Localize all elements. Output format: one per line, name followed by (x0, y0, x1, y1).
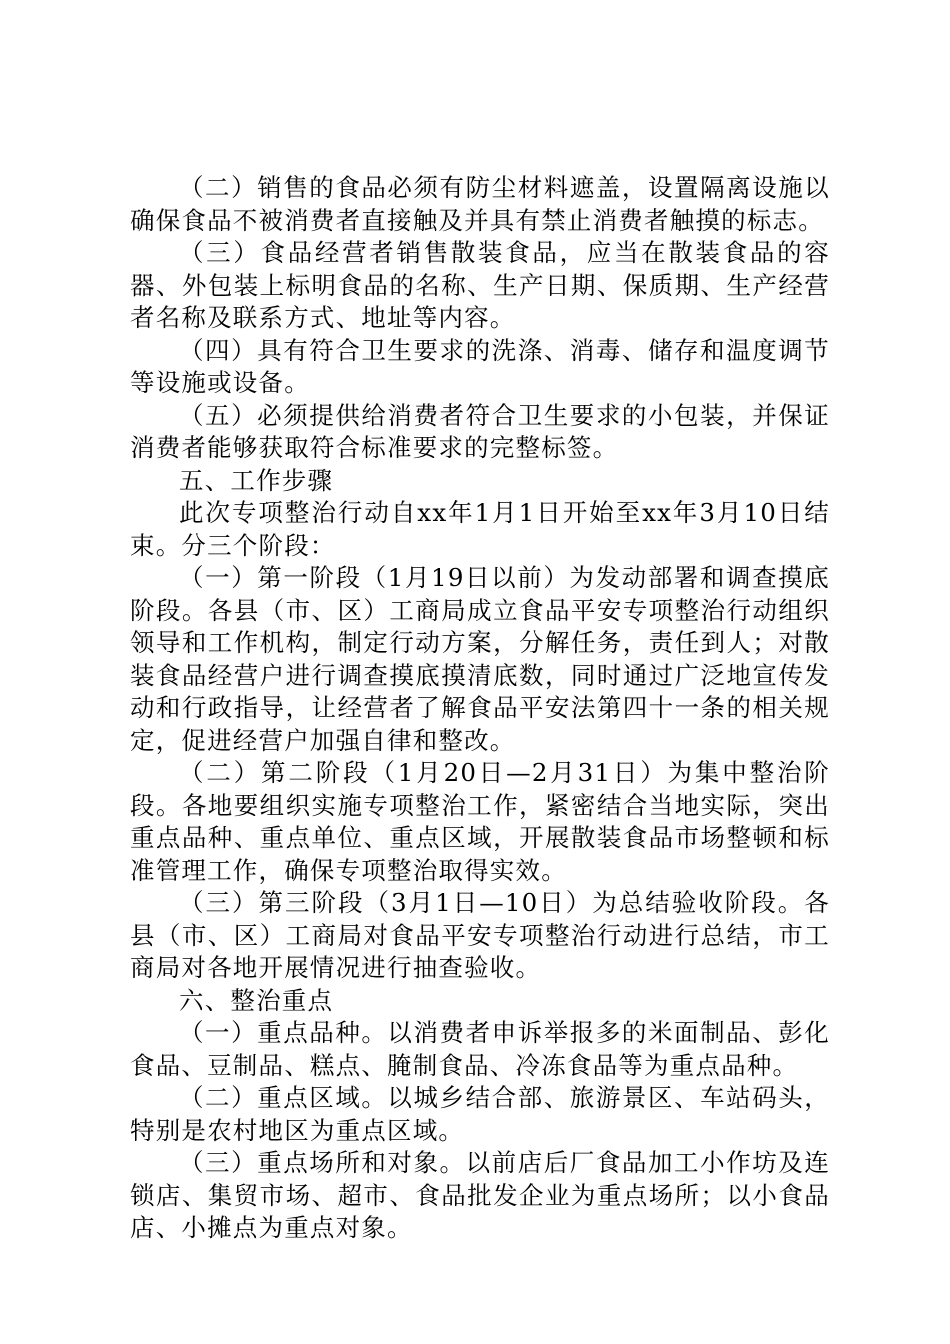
section-heading-work-steps: 五、工作步骤 (179, 465, 334, 495)
paragraph-key-regions: （二）重点区域。以城乡结合部、旅游景区、车站码头，特别是农村地区为重点区域。 (130, 1083, 830, 1145)
paragraph-phase-one: （一）第一阶段（1月19日以前）为发动部署和调查摸底阶段。各县（市、区）工商局成立食品平安专项整治行动组织领导和工作机构，制定行动方案，分解任务，责任到人；对散装食品经营户进行调查摸底摸清底数，同时通过广泛地宣传发动和行政指导，让经营者了解食品平安法第四十一条的相关规定，促进经营户加强自律和整改。 (130, 563, 830, 755)
paragraph-key-places: （三）重点场所和对象。以前店后厂食品加工小作坊及连锁店、集贸市场、超市、食品批发企业为重点场所；以小食品店、小摊点为重点对象。 (130, 1148, 830, 1242)
document-body (130, 172, 830, 1245)
paragraph-item-5-small-packaging: （五）必须提供给消费者符合卫生要求的小包装，并保证消费者能够获取符合标准要求的完整标签。 (130, 400, 830, 462)
paragraph-key-varieties: （一）重点品种。以消费者申诉举报多的米面制品、彭化食品、豆制品、糕点、腌制食品、冷冻食品等为重点品种。 (130, 1018, 830, 1080)
paragraph-item-3-bulk-food-labeling: （三）食品经营者销售散装食品，应当在散装食品的容器、外包装上标明食品的名称、生产日期、保质期、生产经营者名称及联系方式、地址等内容。 (130, 238, 830, 332)
paragraph-phase-three: （三）第三阶段（3月1日—10日）为总结验收阶段。各县（市、区）工商局对食品平安专项整治行动进行总结，市工商局对各地开展情况进行抽查验收。 (130, 888, 830, 982)
paragraph-action-period: 此次专项整治行动自xx年1月1日开始至xx年3月10日结束。分三个阶段： (130, 498, 830, 560)
paragraph-phase-two: （二）第二阶段（1月20日—2月31日）为集中整治阶段。各地要组织实施专项整治工作，紧密结合当地实际，突出重点品种、重点单位、重点区域，开展散装食品市场整顿和标准管理工作，确保专项整治取得实效。 (130, 758, 830, 885)
section-heading-key-points: 六、整治重点 (179, 985, 334, 1015)
paragraph-item-4-hygiene-facilities: （四）具有符合卫生要求的洗涤、消毒、储存和温度调节等设施或设备。 (130, 335, 830, 397)
paragraph-item-2-dust-cover: （二）销售的食品必须有防尘材料遮盖，设置隔离设施以确保食品不被消费者直接触及并具有禁止消费者触摸的标志。 (130, 173, 830, 235)
